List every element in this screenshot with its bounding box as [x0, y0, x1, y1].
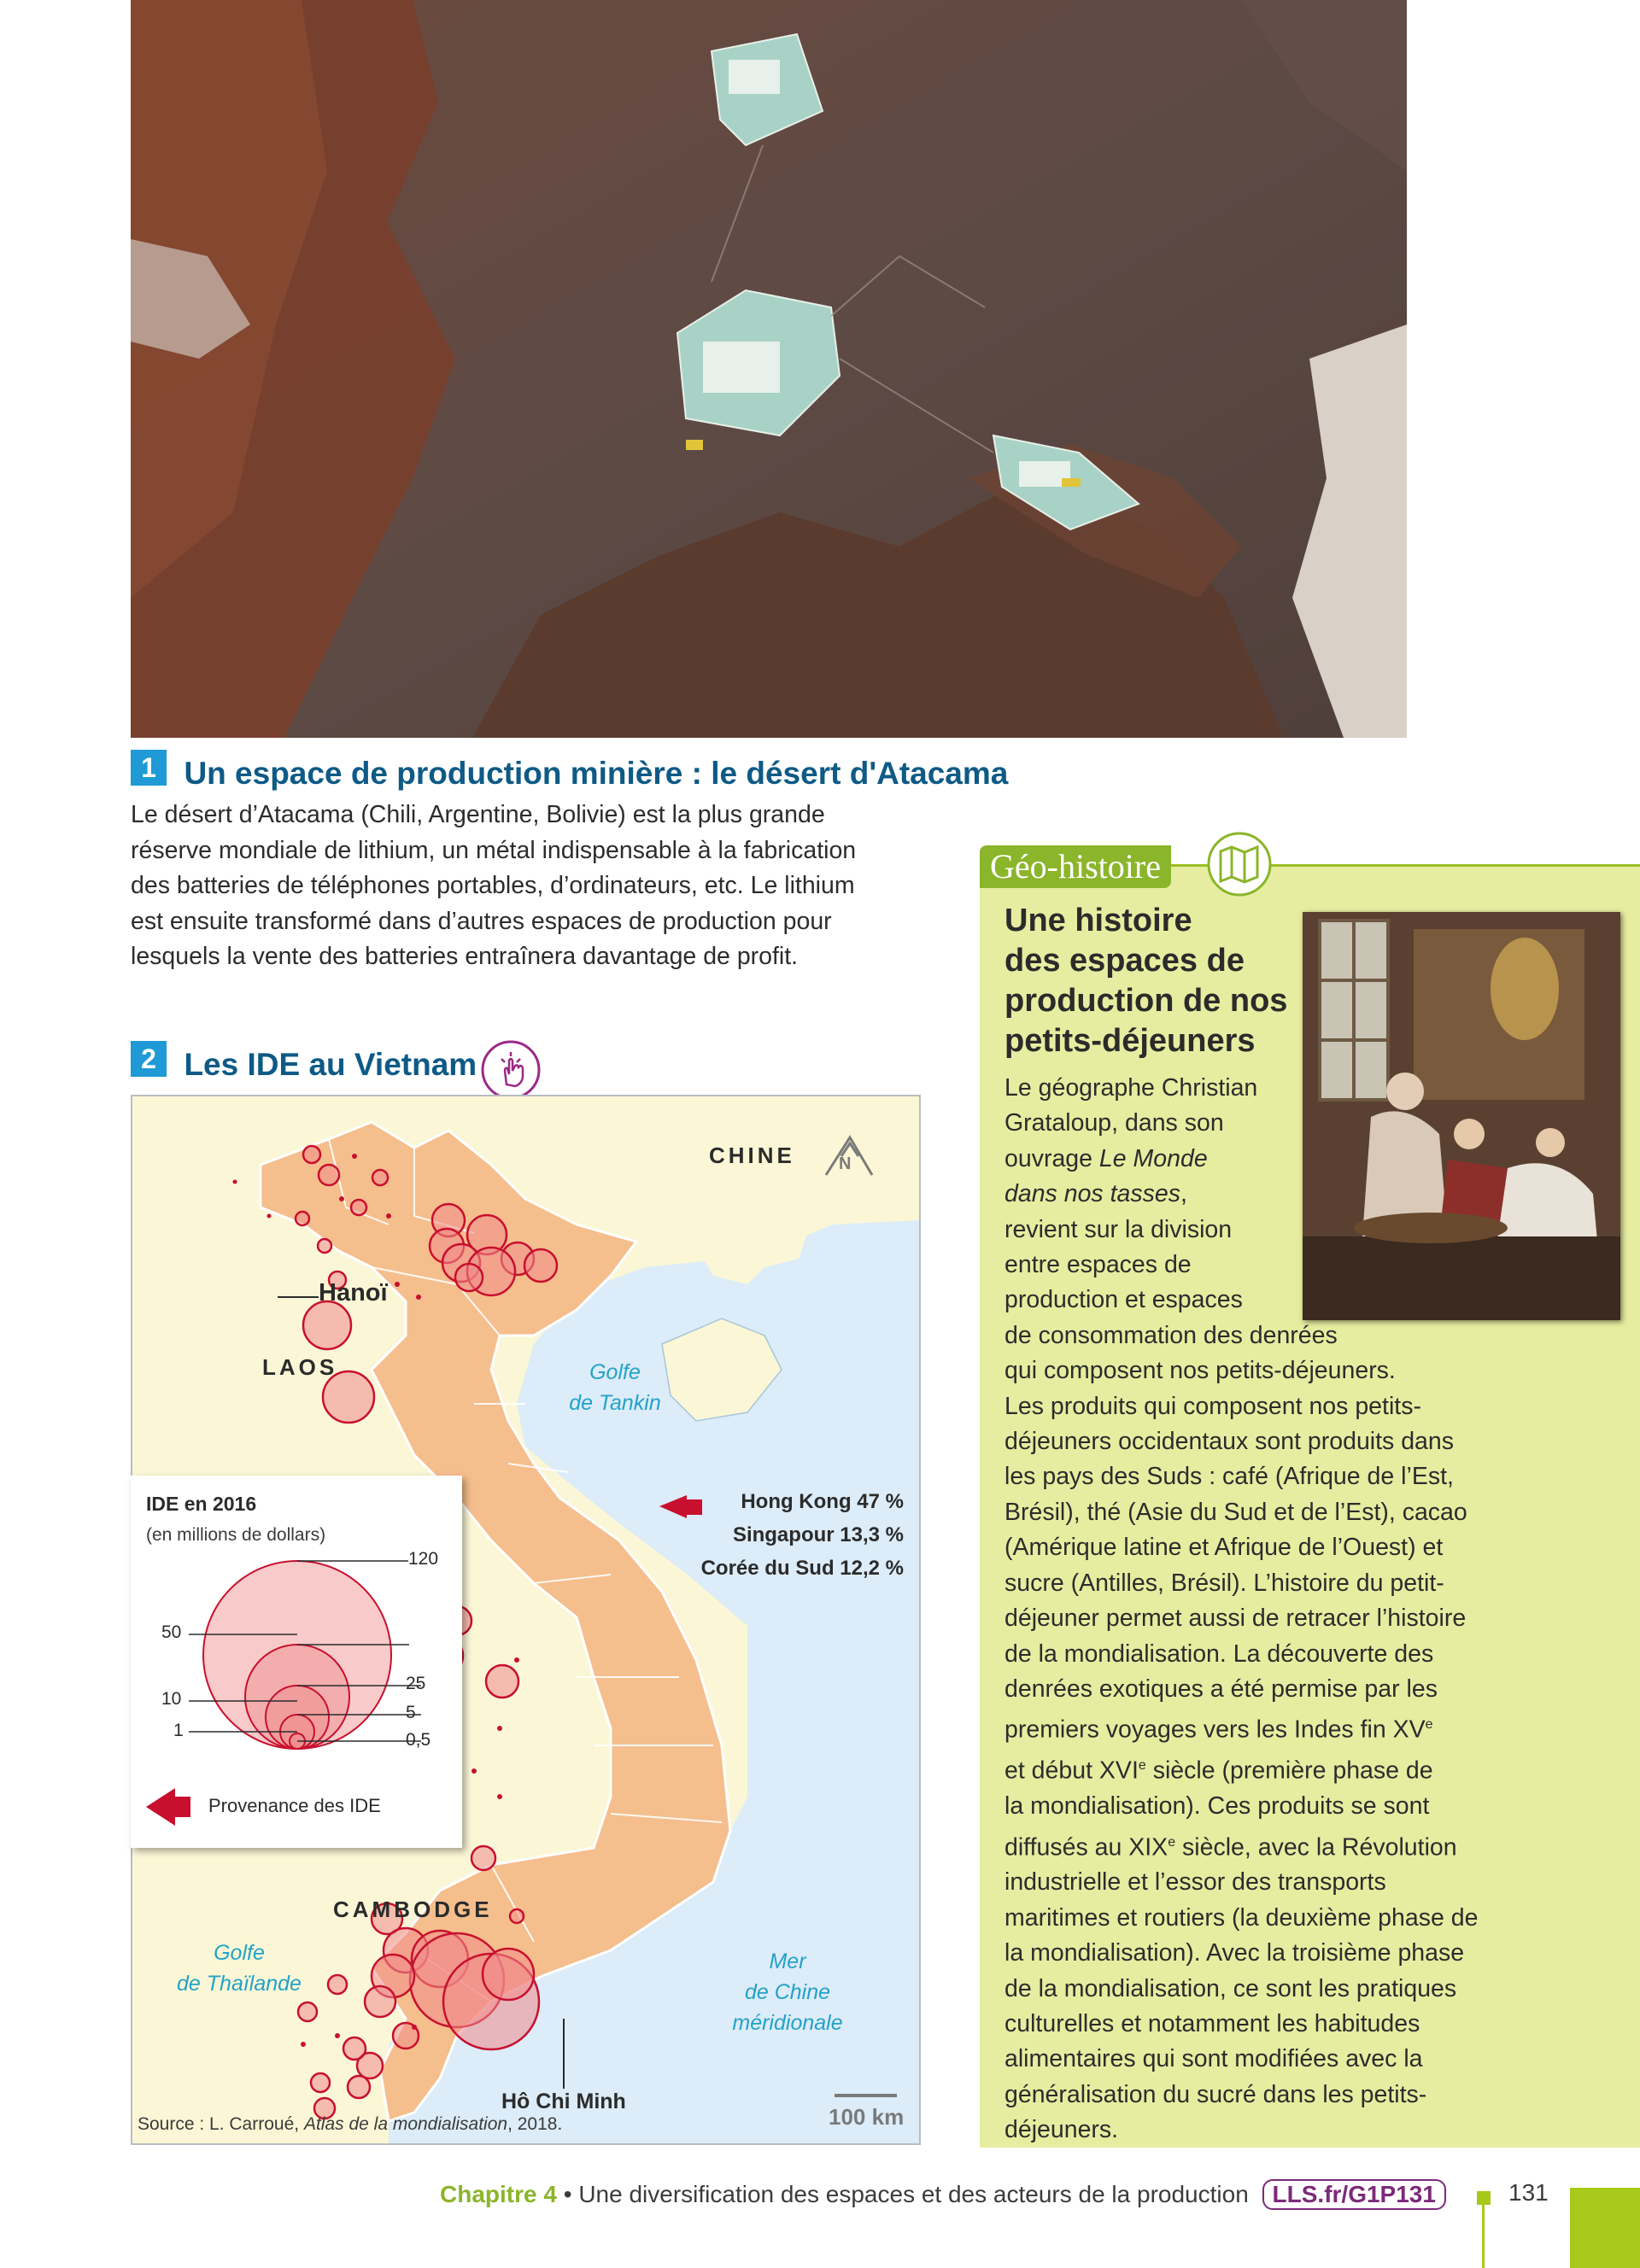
page-number: 131: [1508, 2179, 1549, 2206]
doc2-number: 2: [131, 1041, 167, 1077]
map-legend: [131, 1476, 462, 1848]
geo-line: [1004, 1748, 1628, 1789]
doc1-number: 1: [131, 750, 167, 786]
geo-line-part: premiers voyages vers les Indes fin XV: [1004, 1716, 1426, 1744]
doc1-line: est ensuite transformé dans d’autres espaces de production pour: [131, 907, 832, 935]
legend-circles: [131, 1476, 462, 1848]
geo-line: alimentaires qui sont modifiées avec la: [1004, 2045, 1423, 2073]
footer-text: Une diversification des espaces et des acteurs de la production: [578, 2181, 1249, 2207]
geo-line-part: diffusés au XIX: [1004, 1833, 1168, 1862]
superscript-e: e: [1425, 1717, 1433, 1733]
doc1-text: [131, 798, 934, 975]
geo-line-part: siècle (première phase de: [1145, 1757, 1433, 1785]
geo-line: la mondialisation). Avec la troisième phase: [1004, 1939, 1465, 1967]
geo-line: généralisation du sucré dans les petits-: [1004, 2080, 1427, 2108]
book-prefix: ouvrage: [1004, 1144, 1099, 1172]
legend-value: 1: [173, 1721, 184, 1740]
map-icon: [1206, 831, 1273, 897]
geo-line: industrielle et l’essor des transports: [1004, 1868, 1386, 1897]
doc1-line: lesquels la vente des batteries entraînera davantage de profit.: [131, 943, 799, 970]
geo-line: denrées exotiques a été permise par les: [1004, 1675, 1438, 1703]
geo-history-tag: Géo-histoire: [980, 845, 1171, 888]
footer-bullet: •: [556, 2181, 579, 2207]
geo-line: Le géographe Christian: [1004, 1074, 1258, 1102]
geo-line: maritimes et routiers (la deuxième phase de: [1004, 1903, 1479, 1932]
geo-line-part: et début XVI: [1004, 1757, 1139, 1785]
country-cambodia: CAMBODGE: [333, 1897, 493, 1922]
ide-origin-item: Corée du Sud 12,2 %: [700, 1557, 904, 1580]
legend-value: 0,5: [406, 1730, 431, 1750]
book-suffix: ,: [1180, 1180, 1187, 1208]
satellite-image: [131, 0, 1407, 738]
geo-line: sucre (Antilles, Brésil). L’histoire du petit-: [1004, 1569, 1444, 1597]
footer-marker-line: [1482, 2205, 1485, 2268]
legend-value: 5: [406, 1703, 416, 1722]
north-letter: N: [839, 1154, 852, 1173]
country-laos: LAOS: [262, 1354, 338, 1380]
geo-line: revient sur la division: [1004, 1215, 1233, 1243]
sea-line: de Tankin: [569, 1391, 661, 1415]
geo-line: Les produits qui composent nos petits-: [1004, 1392, 1421, 1420]
book-title-part: dans nos tasses: [1004, 1180, 1180, 1208]
doc2-header: [131, 1041, 477, 1083]
legend-value: 50: [161, 1622, 182, 1642]
page-tab: [1570, 2188, 1640, 2268]
footer-marker: [1477, 2191, 1491, 2205]
sea-line: méridionale: [732, 2011, 843, 2035]
geo-title-line: production de nos: [1004, 983, 1288, 1019]
sea-line: de Thaïlande: [177, 1972, 302, 1996]
superscript-e: e: [1138, 1758, 1146, 1774]
geo-line: qui composent nos petits-déjeuners.: [1004, 1357, 1396, 1385]
sea-line: Golfe: [214, 1941, 265, 1965]
geo-line: entre espaces de: [1004, 1251, 1192, 1279]
ide-origin-item: Singapour 13,3 %: [732, 1523, 904, 1546]
geo-line: déjeuners occidentaux sont produits dans: [1004, 1428, 1455, 1456]
geo-line: production et espaces: [1004, 1286, 1243, 1314]
geo-line: de la mondialisation. La découverte des: [1004, 1640, 1434, 1668]
geo-title-line: Une histoire: [1004, 903, 1192, 938]
source-suffix: , 2018.: [507, 2114, 563, 2134]
legend-subtitle: (en millions de dollars): [146, 1525, 326, 1545]
source-title: Atlas de la mondialisation: [303, 2114, 508, 2134]
sea-line: Mer: [769, 1949, 806, 1973]
superscript-e: e: [1168, 1834, 1176, 1850]
sea-south-china: [723, 1946, 852, 2038]
legend-title: IDE en 2016: [146, 1493, 257, 1515]
geo-title-line: petits-déjeuners: [1004, 1023, 1256, 1059]
geo-line: [1004, 1142, 1628, 1177]
footer-link[interactable]: LLS.fr/G1P131: [1262, 2179, 1446, 2210]
atacama-satellite-photo: [131, 0, 1407, 738]
doc1-line: réserve mondiale de lithium, un métal indispensable à la fabrication: [131, 836, 857, 864]
geo-line: de consommation des denrées: [1004, 1321, 1338, 1349]
map-source: [138, 2114, 562, 2135]
geo-line-part: siècle, avec la Révolution: [1175, 1833, 1457, 1862]
legend-arrow-label: Provenance des IDE: [208, 1795, 381, 1816]
geo-line: [1004, 1177, 1628, 1212]
geo-line: Grataloup, dans son: [1004, 1109, 1224, 1137]
geo-line: la mondialisation). Ces produits se sont: [1004, 1792, 1430, 1821]
geo-line: culturelles et notamment les habitudes: [1004, 2010, 1420, 2038]
geo-line: les pays des Suds : café (Afrique de l’Est,: [1004, 1463, 1454, 1491]
sea-tonkin: [551, 1357, 679, 1418]
geo-line: déjeuners.: [1004, 2116, 1119, 2144]
footer-chapter: Chapitre 4: [440, 2181, 557, 2207]
geo-body-text: [1004, 1071, 1628, 2148]
doc1-line: des batteries de téléphones portables, d’ordinateurs, etc. Le lithium: [131, 872, 855, 899]
footer: [440, 2179, 1446, 2210]
book-title-part: Le Monde: [1098, 1144, 1208, 1172]
country-china: CHINE: [709, 1143, 795, 1168]
doc1-title: Un espace de production minière : le désert d'Atacama: [184, 755, 1009, 791]
sea-line: de Chine: [744, 1980, 831, 2004]
sea-line: Golfe: [589, 1360, 641, 1384]
geo-title-line: des espaces de: [1004, 943, 1245, 979]
scale-label: 100 km: [829, 2104, 905, 2130]
legend-value: 120: [408, 1549, 439, 1569]
geo-line: [1004, 1707, 1628, 1748]
source-prefix: Source : L. Carroué,: [138, 2114, 304, 2134]
geo-line: de la mondialisation, ce sont les pratiques: [1004, 1974, 1457, 2002]
legend-value: 10: [161, 1689, 182, 1709]
geo-line: (Amérique latine et Afrique de l’Ouest) et: [1004, 1534, 1444, 1562]
doc1-line: Le désert d’Atacama (Chili, Argentine, Bolivie) est la plus grande: [131, 801, 825, 828]
city-hanoi: Hanoï: [319, 1279, 388, 1306]
ide-origin-item: Hong Kong 47 %: [741, 1490, 904, 1513]
geo-line: Brésil), thé (Asie du Sud et de l’Est), cacao: [1004, 1498, 1467, 1526]
sea-thailand: [167, 1938, 312, 1999]
geo-line: déjeuner permet aussi de retracer l’histoire: [1004, 1605, 1467, 1633]
city-hcm: Hô Chi Minh: [501, 2090, 626, 2113]
interactive-hand-icon[interactable]: [481, 1040, 541, 1100]
ide-origin-list: [696, 1485, 904, 1585]
doc2-title: Les IDE au Vietnam: [184, 1046, 477, 1082]
geo-line: [1004, 1825, 1628, 1866]
doc1-header: [131, 750, 1008, 792]
legend-value: 25: [406, 1674, 426, 1693]
geo-title: [1004, 901, 1287, 1061]
